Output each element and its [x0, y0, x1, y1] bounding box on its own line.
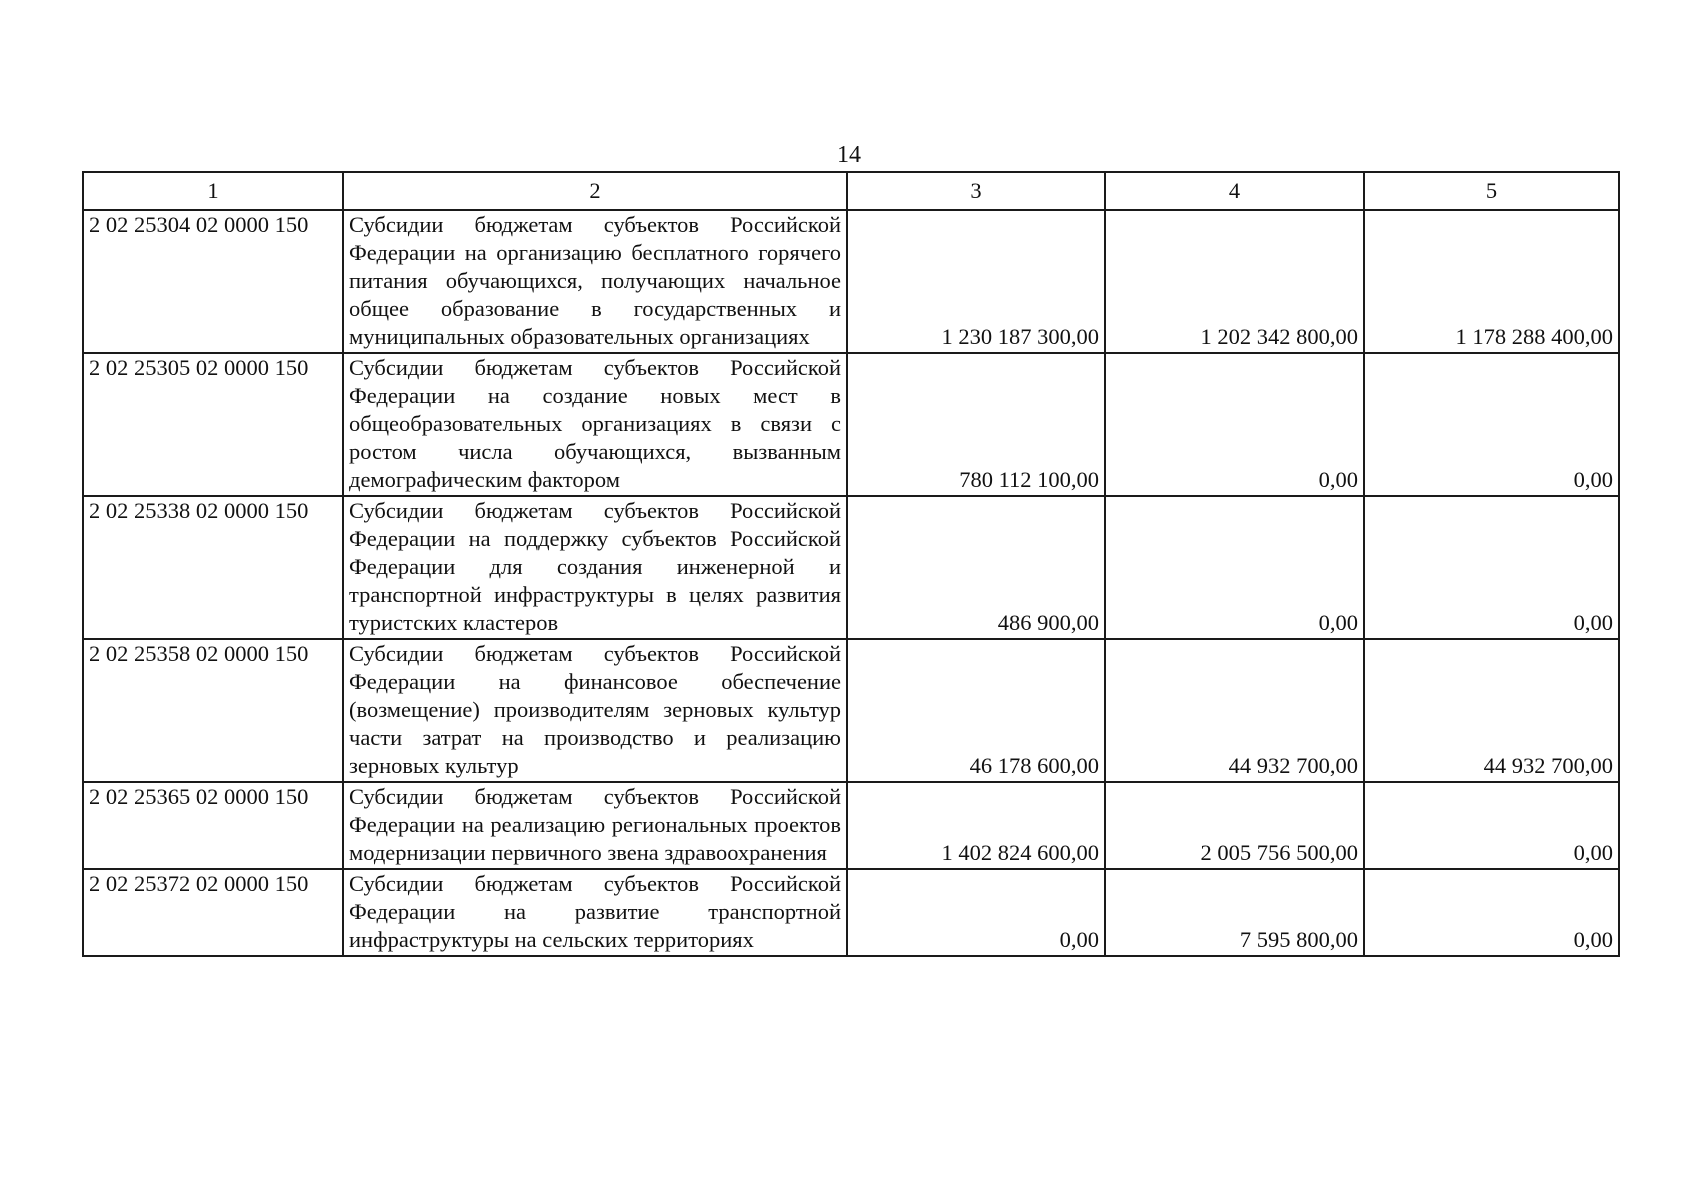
- column-header-2: 2: [343, 172, 847, 210]
- amount-col5: 0,00: [1364, 869, 1619, 956]
- amount-col4: 44 932 700,00: [1105, 639, 1364, 782]
- subsidy-description: Субсидии бюджетам субъектов Российской Федерации на реализацию региональных проектов модернизации первичного звена здравоохранения: [343, 782, 847, 869]
- table-row: [83, 869, 1619, 956]
- amount-col3: 1 230 187 300,00: [847, 210, 1105, 353]
- table-row: [83, 639, 1619, 782]
- amount-col5: 1 178 288 400,00: [1364, 210, 1619, 353]
- table-row: [83, 210, 1619, 353]
- table-row: [83, 353, 1619, 496]
- amount-col4: 2 005 756 500,00: [1105, 782, 1364, 869]
- amount-col3: 486 900,00: [847, 496, 1105, 639]
- budget-code: 2 02 25358 02 0000 150: [83, 639, 343, 782]
- budget-code: 2 02 25338 02 0000 150: [83, 496, 343, 639]
- amount-col5: 0,00: [1364, 782, 1619, 869]
- subsidy-description: Субсидии бюджетам субъектов Российской Федерации на развитие транспортной инфраструктуры на сельских территориях: [343, 869, 847, 956]
- amount-col3: 1 402 824 600,00: [847, 782, 1105, 869]
- amount-col5: 0,00: [1364, 496, 1619, 639]
- amount-col4: 0,00: [1105, 353, 1364, 496]
- budget-code: 2 02 25305 02 0000 150: [83, 353, 343, 496]
- budget-code: 2 02 25365 02 0000 150: [83, 782, 343, 869]
- column-header-4: 4: [1105, 172, 1364, 210]
- subsidy-description: Субсидии бюджетам субъектов Российской Федерации на организацию бесплатного горячего питания обучающихся, получающих начальное общее образование в государственных и муниципальных образовательных организациях: [343, 210, 847, 353]
- subsidy-description: Субсидии бюджетам субъектов Российской Федерации на финансовое обеспечение (возмещение) производителям зерновых культур части затрат на производство и реализацию зерновых культур: [343, 639, 847, 782]
- subsidy-description: Субсидии бюджетам субъектов Российской Федерации на создание новых мест в общеобразовательных организациях в связи с ростом числа обучающихся, вызванным демографическим фактором: [343, 353, 847, 496]
- budget-code: 2 02 25304 02 0000 150: [83, 210, 343, 353]
- amount-col4: 7 595 800,00: [1105, 869, 1364, 956]
- amount-col4: 1 202 342 800,00: [1105, 210, 1364, 353]
- page-number: 14: [837, 142, 861, 168]
- table-header: [83, 172, 1619, 210]
- column-header-5: 5: [1364, 172, 1619, 210]
- budget-table: [82, 171, 1620, 957]
- table-row: [83, 496, 1619, 639]
- table-row: [83, 782, 1619, 869]
- amount-col3: 780 112 100,00: [847, 353, 1105, 496]
- amount-col3: 0,00: [847, 869, 1105, 956]
- amount-col5: 0,00: [1364, 353, 1619, 496]
- budget-code: 2 02 25372 02 0000 150: [83, 869, 343, 956]
- subsidy-description: Субсидии бюджетам субъектов Российской Федерации на поддержку субъектов Российской Федерации для создания инженерной и транспортной инфраструктуры в целях развития туристских кластеров: [343, 496, 847, 639]
- amount-col5: 44 932 700,00: [1364, 639, 1619, 782]
- amount-col4: 0,00: [1105, 496, 1364, 639]
- amount-col3: 46 178 600,00: [847, 639, 1105, 782]
- header-row: [83, 172, 1619, 210]
- table-body: [83, 210, 1619, 956]
- column-header-3: 3: [847, 172, 1105, 210]
- column-header-1: 1: [83, 172, 343, 210]
